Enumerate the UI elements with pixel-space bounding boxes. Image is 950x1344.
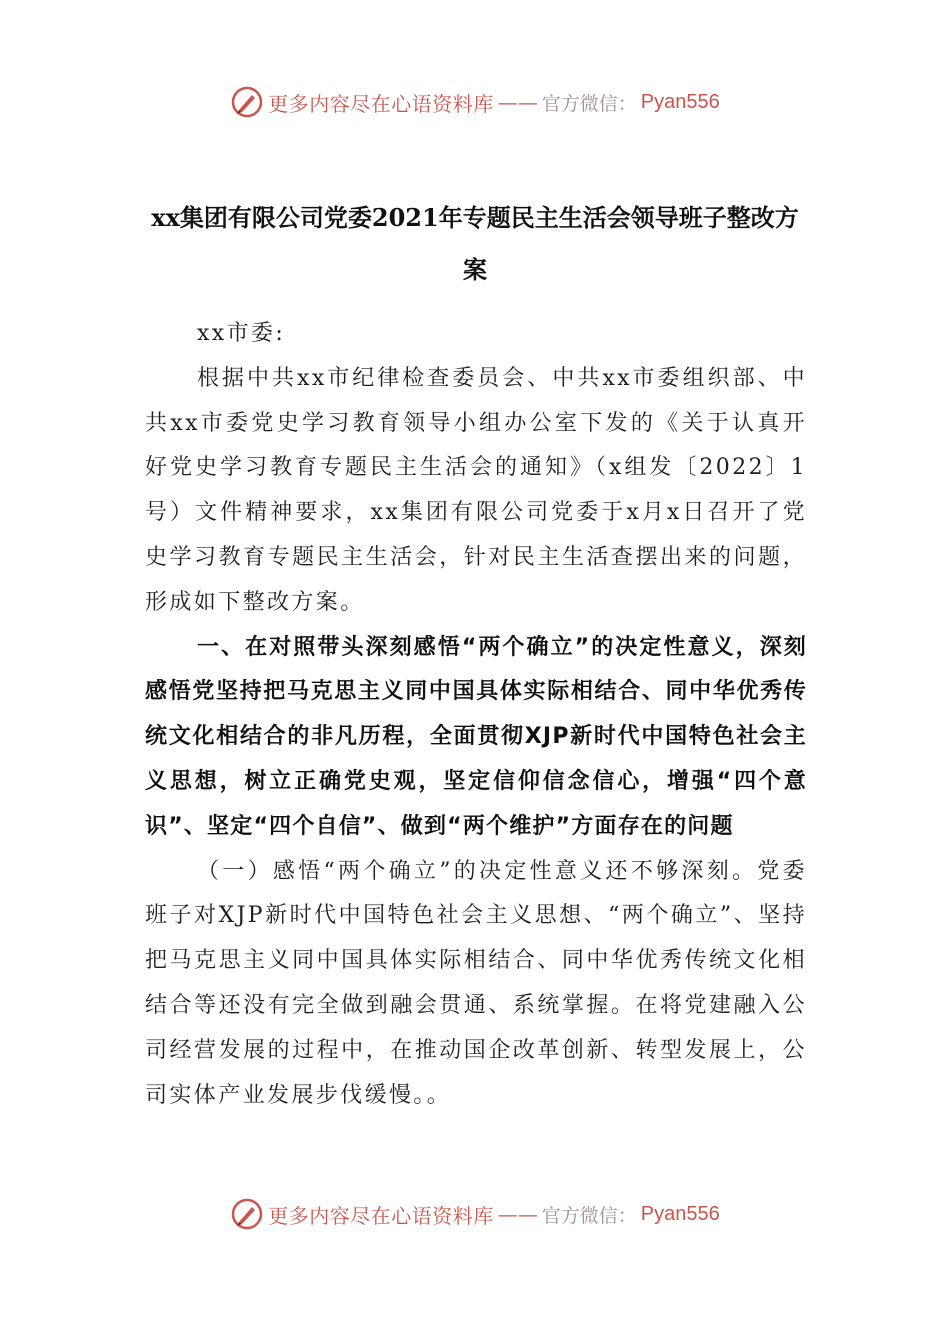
pen-logo-icon: [230, 1197, 264, 1231]
watermark-banner-top: [0, 82, 950, 122]
watermark-separator: ——: [497, 90, 538, 114]
watermark-separator: ——: [497, 1202, 538, 1226]
section-heading-1: 一、在对照带头深刻感悟“两个确立”的决定性意义，深刻感悟党坚持把马克思主义同中国具体实际相结合、同中华优秀传统文化相结合的非凡历程，全面贯彻XJP新时代中国特色社会主义思想，树立正确党史观，坚定信仰信念信心，增强“四个意识”、坚定“四个自信”、做到“两个维护”方面存在的问题: [145, 634, 807, 839]
pen-logo-icon: [230, 85, 264, 119]
document-body: [145, 312, 807, 1118]
watermark-wechat-id: Pyan556: [640, 1202, 720, 1225]
watermark-wechat-id: Pyan556: [640, 90, 720, 113]
watermark-label: 官方微信：: [541, 92, 637, 115]
watermark-banner-bottom: [0, 1194, 950, 1234]
item-paragraph-1: （一）感悟“两个确立”的决定性意义还不够深刻。党委班子对XJP新时代中国特色社会主义思想、“两个确立”、坚持把马克思主义同中国具体实际相结合、同中华优秀传统文化相结合等还没有完全做到融会贯通、系统掌握。在将党建融入公司经营发展的过程中，在推动国企改革创新、转型发展上，公司实体产业发展步伐缓慢。。: [145, 858, 807, 1108]
salutation: xx市委:: [197, 321, 286, 346]
watermark-text: 更多内容尽在心语资料库: [268, 91, 494, 116]
intro-paragraph: 根据中共xx市纪律检查委员会、中共xx市委组织部、中共xx市委党史学习教育领导小组办公室下发的《关于认真开好党史学习教育专题民主生活会的通知》（x组发〔2022〕1号）文件精神要求，xx集团有限公司党委于x月x日召开了党史学习教育专题民主生活会，针对民主生活查摆出来的问题，形成如下整改方案。: [145, 365, 807, 615]
watermark-label: 官方微信：: [541, 1204, 637, 1227]
watermark-text: 更多内容尽在心语资料库: [268, 1203, 494, 1228]
document-title: xx集团有限公司党委2021年专题民主生活会领导班子整改方案: [151, 203, 799, 284]
